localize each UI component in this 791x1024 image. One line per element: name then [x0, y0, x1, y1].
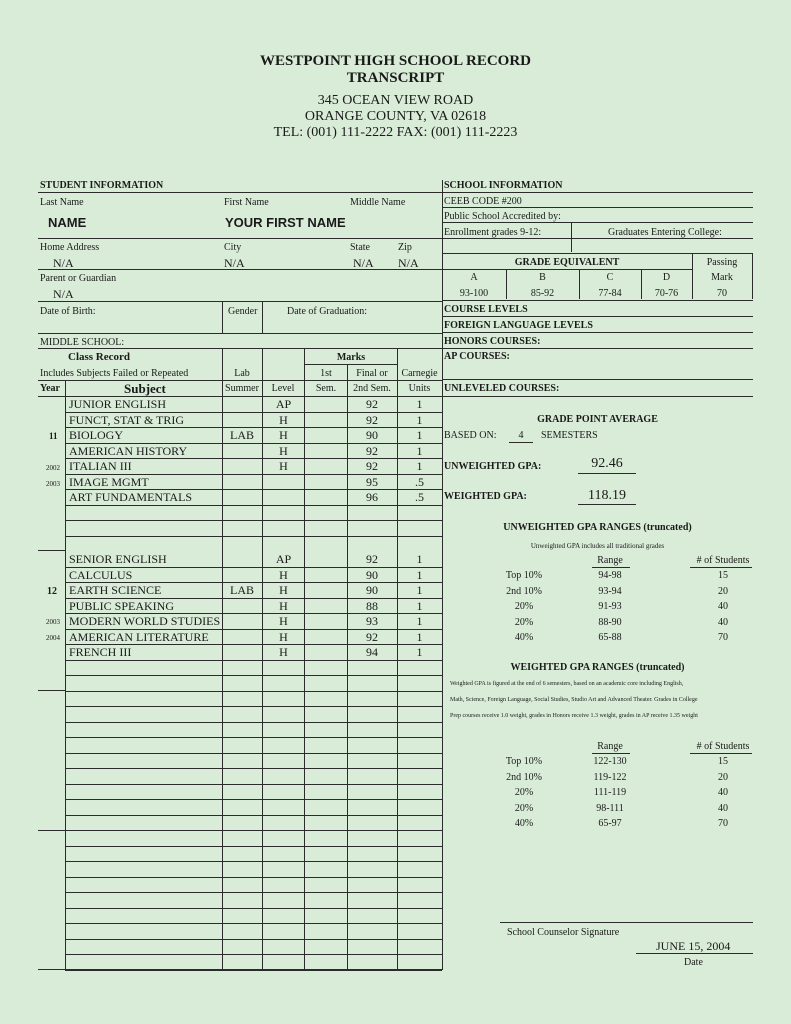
based-on-label: BASED ON:	[444, 430, 497, 441]
subject-cell: FRENCH III	[69, 645, 132, 659]
document-subtitle: TRANSCRIPT	[346, 70, 445, 86]
unweighted-gpa-label: UNWEIGHTED GPA:	[444, 461, 542, 472]
gender-label: Gender	[228, 306, 258, 317]
level-cell: H	[279, 567, 288, 582]
weighted-gpa-value: 118.19	[588, 488, 626, 503]
units-cell: 1	[416, 428, 423, 442]
range-header: Range	[597, 741, 623, 752]
dob-label: Date of Birth:	[40, 306, 96, 317]
subject-cell: CALCULUS	[69, 567, 133, 582]
signature-date-value: JUNE 15, 2004	[656, 939, 731, 953]
passing-value: 70	[717, 288, 727, 299]
range-row-label: 2nd 10%	[506, 585, 542, 597]
unleveled-courses-heading: UNLEVELED COURSES:	[444, 383, 560, 394]
units-cell: 1	[416, 552, 423, 566]
range-row-students: 15	[718, 756, 728, 767]
subject-cell: PUBLIC SPEAKING	[69, 598, 175, 613]
mark-cell: 92	[366, 412, 378, 427]
home-address-value: N/A	[53, 256, 74, 270]
level-cell: AP	[275, 397, 292, 411]
marks-label: Marks	[336, 352, 366, 363]
ap-courses-heading: AP COURSES:	[444, 351, 510, 362]
lab-cell: LAB	[230, 428, 254, 442]
subject-cell: AMERICAN HISTORY	[69, 443, 188, 458]
class-record-title: Class Record	[68, 351, 131, 363]
grade-equivalent-heading: GRADE EQUIVALENT	[514, 257, 620, 268]
range-row-label: Top 10%	[505, 756, 543, 767]
range-row-label: 20%	[514, 616, 534, 628]
range-header: Range	[597, 555, 623, 566]
units-cell: 1	[416, 567, 423, 582]
level-cell: H	[279, 428, 288, 442]
carnegie-label-b: Units	[408, 383, 431, 394]
range-row-value: 91-93	[598, 601, 622, 612]
range-row-students: 40	[718, 601, 728, 612]
units-cell: .5	[415, 490, 424, 504]
students-header: # of Students	[696, 741, 750, 752]
range-row-value: 88-90	[598, 616, 622, 628]
subject-cell: FUNCT, STAT & TRIG	[69, 412, 185, 427]
units-cell: 1	[416, 412, 423, 427]
lab-cell: LAB	[230, 583, 254, 597]
city-value: N/A	[224, 256, 245, 270]
range-row-value: 65-88	[598, 632, 622, 643]
grade-letter: B	[539, 272, 546, 283]
last-name-value: NAME	[48, 215, 87, 230]
units-cell: 1	[416, 397, 423, 411]
mark-cell: 92	[366, 629, 378, 644]
ceeb-code: CEEB CODE #200	[444, 196, 522, 207]
middle-school-label: MIDDLE SCHOOL:	[40, 337, 125, 348]
school-title: WESTPOINT HIGH SCHOOL RECORD	[259, 53, 532, 69]
units-cell: 1	[416, 629, 423, 644]
city-label: City	[224, 242, 242, 253]
middle-name-label: Middle Name	[350, 197, 406, 208]
semesters-value: 4	[518, 430, 524, 441]
range-row-value: 98-111	[596, 802, 624, 814]
contact-line: TEL: (001) 111-2222 FAX: (001) 111-2223	[273, 125, 518, 140]
honors-courses-heading: HONORS COURSES:	[444, 336, 541, 347]
range-row-value: 122-130	[593, 756, 627, 767]
grade-11-label: 11	[49, 431, 58, 441]
grade-letter: D	[662, 272, 671, 283]
grade-letter: C	[606, 272, 614, 283]
range-row-value: 111-119	[593, 787, 627, 798]
final-label-a: Final or	[356, 368, 388, 379]
grade-11-year-b: 2003	[46, 480, 60, 488]
units-cell: 1	[416, 598, 423, 613]
gpa-heading: GRADE POINT AVERAGE	[537, 414, 658, 425]
subject-cell: AMERICAN LITERATURE	[69, 629, 209, 644]
grade-12-year-b: 2004	[46, 634, 60, 642]
foreign-language-levels-heading: FOREIGN LANGUAGE LEVELS	[444, 320, 593, 331]
weighted-note-3: Prep courses receive 1.0 weight, grades in Honors receive 1.3 weight, grades in AP receive 1.35 weight	[450, 713, 698, 719]
units-cell: .5	[415, 474, 424, 489]
unweighted-ranges-note: Unweighted GPA includes all traditional grades	[530, 542, 665, 550]
range-row-label: 40%	[514, 632, 534, 643]
lab-label: Lab	[234, 368, 250, 379]
level-cell: AP	[275, 552, 292, 566]
units-cell: 1	[416, 459, 423, 473]
state-label: State	[350, 242, 370, 253]
level-label: Level	[271, 383, 295, 394]
final-label-b: 2nd Sem.	[353, 383, 391, 394]
range-row-label: 20%	[514, 802, 534, 814]
class-record-subtitle: Includes Subjects Failed or Repeated	[40, 368, 189, 379]
mark-cell: 95	[366, 474, 378, 489]
level-cell: H	[279, 629, 288, 644]
passing-label-a: Passing	[706, 257, 738, 268]
range-row-value: 65-97	[598, 818, 622, 829]
summer-label: Summer	[225, 383, 259, 394]
range-row-value: 93-94	[598, 585, 622, 597]
grade-12-label: 12	[47, 586, 57, 597]
first-name-value: YOUR FIRST NAME	[225, 215, 346, 230]
weighted-note-1: Weighted GPA is figured at the end of 6 semesters, based on an academic core including English,	[450, 681, 684, 687]
parent-value: N/A	[53, 287, 74, 301]
level-cell: H	[279, 598, 288, 613]
range-row-students: 40	[718, 787, 728, 798]
address-line-1: 345 OCEAN VIEW ROAD	[317, 93, 474, 108]
first-name-label: First Name	[224, 197, 269, 208]
weighted-gpa-label: WEIGHTED GPA:	[444, 491, 527, 502]
range-row-students: 40	[718, 802, 728, 814]
subject-cell: BIOLOGY	[69, 428, 123, 442]
weighted-note-2: Math, Science, Foreign Language, Social Studies, Studio Art and Advanced Theater. Grades in College	[450, 697, 698, 703]
semesters-label: SEMESTERS	[541, 430, 598, 441]
subject-cell: JUNIOR ENGLISH	[69, 397, 166, 411]
mark-cell: 94	[366, 645, 378, 659]
grade-range: 70-76	[654, 288, 679, 299]
state-value: N/A	[353, 256, 374, 270]
mark-cell: 93	[366, 614, 378, 628]
range-row-label: 40%	[514, 818, 534, 829]
date-label: Date	[684, 957, 703, 968]
mark-cell: 92	[366, 459, 378, 473]
level-cell: H	[279, 412, 288, 427]
range-row-students: 70	[718, 818, 728, 829]
level-cell: H	[279, 583, 288, 597]
mark-cell: 92	[366, 397, 378, 411]
units-cell: 1	[416, 583, 423, 597]
zip-value: N/A	[398, 256, 419, 270]
weighted-ranges-heading: WEIGHTED GPA RANGES (truncated)	[510, 662, 685, 673]
year-label: Year	[40, 383, 60, 394]
address-line-2: ORANGE COUNTY, VA 02618	[304, 109, 487, 124]
grade-range: 77-84	[598, 288, 622, 299]
sem1-label-a: 1st	[320, 368, 332, 379]
subject-cell: ITALIAN III	[69, 459, 132, 473]
home-address-label: Home Address	[40, 242, 100, 253]
zip-label: Zip	[398, 242, 412, 253]
subject-cell: ART FUNDAMENTALS	[69, 490, 193, 504]
mark-cell: 92	[366, 552, 378, 566]
units-cell: 1	[416, 443, 423, 458]
parent-label: Parent or Guardian	[40, 273, 117, 284]
grade-letter: A	[470, 272, 478, 283]
grade-range: 93-100	[459, 288, 489, 299]
grade-12-year-a: 2003	[46, 618, 60, 626]
range-row-students: 40	[718, 616, 728, 628]
units-cell: 1	[416, 614, 423, 628]
range-row-students: 20	[718, 585, 728, 597]
passing-label-b: Mark	[711, 272, 733, 283]
mark-cell: 88	[366, 598, 378, 613]
level-cell: H	[279, 614, 288, 628]
mark-cell: 90	[366, 428, 378, 442]
graduation-label: Date of Graduation:	[287, 306, 367, 317]
level-cell: H	[279, 443, 288, 458]
level-cell: H	[279, 459, 288, 473]
graduates-label: Graduates Entering College:	[608, 227, 722, 238]
student-info-heading: STUDENT INFORMATION	[40, 180, 164, 191]
units-cell: 1	[416, 645, 423, 659]
counselor-signature-label: School Counselor Signature	[507, 927, 620, 938]
range-row-students: 15	[718, 570, 728, 581]
level-cell: H	[279, 645, 288, 659]
mark-cell: 90	[366, 567, 378, 582]
course-levels-heading: COURSE LEVELS	[444, 304, 528, 315]
grade-range: 85-92	[530, 288, 555, 299]
unweighted-ranges-heading: UNWEIGHTED GPA RANGES (truncated)	[503, 522, 692, 533]
subject-label: Subject	[124, 381, 166, 396]
range-row-students: 70	[718, 632, 728, 643]
range-row-label: 20%	[514, 787, 534, 798]
subject-cell: SENIOR ENGLISH	[69, 552, 167, 566]
mark-cell: 96	[366, 490, 378, 504]
students-header: # of Students	[696, 555, 750, 566]
accredited-label: Public School Accredited by:	[444, 211, 561, 222]
subject-cell: MODERN WORLD STUDIES	[69, 614, 221, 628]
subject-cell: IMAGE MGMT	[69, 474, 149, 489]
range-row-students: 20	[718, 771, 728, 783]
range-row-label: 20%	[514, 601, 534, 612]
mark-cell: 92	[366, 443, 378, 458]
subject-cell: EARTH SCIENCE	[69, 583, 162, 597]
unweighted-gpa-value: 92.46	[591, 456, 623, 471]
range-row-label: 2nd 10%	[506, 771, 542, 783]
sem1-label-b: Sem.	[315, 383, 337, 394]
mark-cell: 90	[366, 583, 378, 597]
range-row-label: Top 10%	[505, 570, 543, 581]
last-name-label: Last Name	[40, 197, 84, 208]
school-info-heading: SCHOOL INFORMATION	[444, 180, 563, 191]
carnegie-label-a: Carnegie	[401, 368, 438, 379]
enrollment-label: Enrollment grades 9-12:	[444, 227, 542, 238]
grade-11-year-a: 2002	[46, 464, 60, 472]
range-row-value: 119-122	[593, 771, 627, 783]
range-row-value: 94-98	[598, 570, 622, 581]
